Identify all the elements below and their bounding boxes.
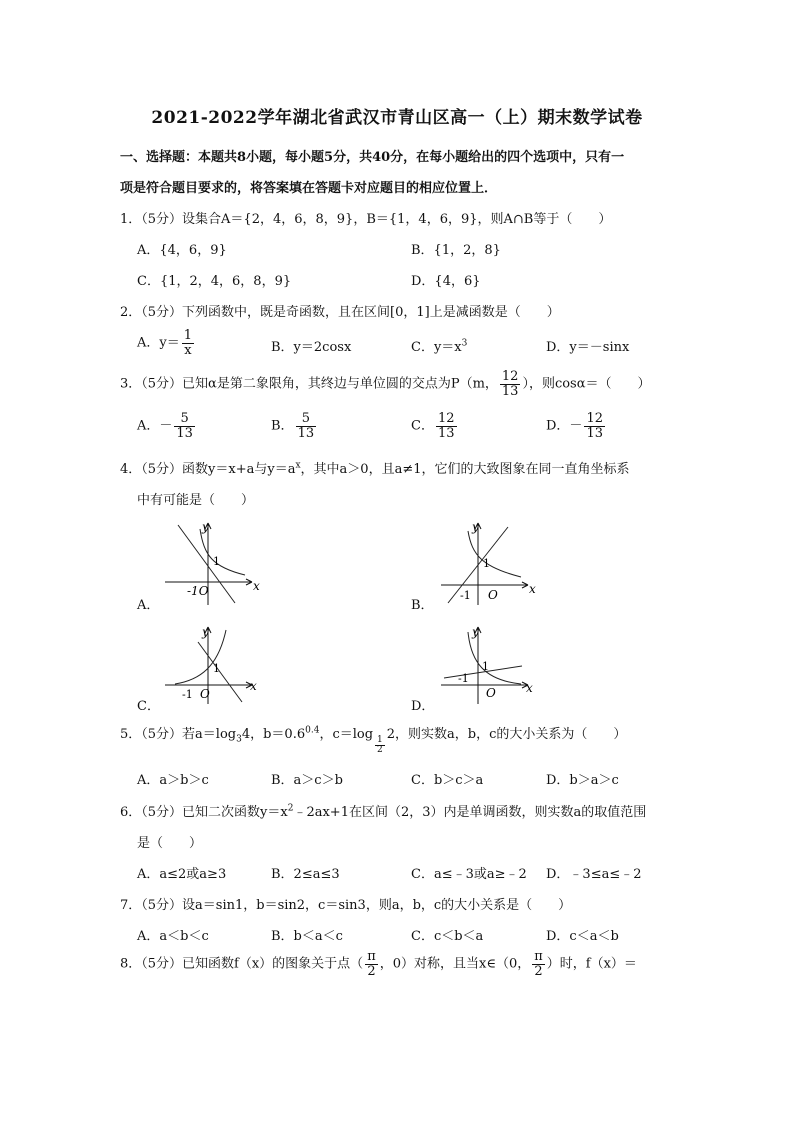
q3-option-a-denominator: 13 (176, 425, 193, 441)
section-heading-line1: 一、选择题：本题共8小题，每小题5分，共40分，在每小题给出的四个选项中，只有一 (120, 150, 625, 165)
q5-stem-exponent: 0.4 (305, 725, 320, 736)
q3-option-d-fraction (584, 412, 605, 440)
section-heading-line2: 项是符合题目要求的，将答案填在答题卡对应题目的相应位置上． (120, 181, 498, 196)
minus-one-label: -1 (460, 589, 471, 602)
q3-option-c-prefix: C． (411, 418, 434, 434)
q6-stem-exponent: 2 (287, 803, 294, 814)
q3-option-b (271, 412, 318, 440)
y-label: y (202, 520, 209, 534)
q8-stem-fraction-2 (532, 950, 545, 978)
minus-one-label: -1 (458, 672, 469, 685)
q3-option-d-numerator: 12 (586, 411, 603, 426)
q5-stem-suffix: 2，则实数a，b，c的大小关系为（ ） (386, 727, 627, 742)
q2-option-c-prefix: C．y＝x (411, 340, 462, 355)
q2-option-d: D．y＝－sinx (546, 340, 630, 355)
q8-stem-denominator-1: 2 (367, 963, 376, 979)
q5-stem-log-base-numerator: 1 (377, 734, 383, 745)
q2-option-a-numerator: 1 (183, 328, 193, 343)
q3-option-d-prefix: D．－ (546, 418, 583, 434)
q7-option-d: D．c＜a＜b (546, 929, 619, 944)
q3-option-c (411, 412, 459, 440)
q8-stem-mid: ，0）对称，且当x∈（0， (379, 956, 531, 972)
q3-option-b-numerator: 5 (296, 412, 317, 427)
one-label: 1 (213, 555, 220, 568)
q7-option-b: B．b＜a＜c (271, 929, 343, 944)
q1-option-c: C．{1，2，4，6，8，9} (137, 274, 292, 289)
q5-stem-mid2: ，c＝log (319, 727, 374, 742)
q1-stem: 1．（5分）设集合A＝{2，4，6，8，9}，B＝{1，4，6，9}，则A∩B等于（ ） (120, 212, 612, 227)
q6-stem-line1 (120, 801, 646, 820)
exp-curve (175, 630, 226, 684)
q4-graph-d (436, 622, 546, 707)
y-label: y (202, 625, 209, 639)
q3-option-c-fraction (436, 412, 457, 440)
q7-option-a: A．a＜b＜c (137, 929, 209, 944)
q3-stem-denominator: 13 (501, 383, 519, 399)
q3-stem-numerator: 12 (501, 369, 519, 384)
q8-stem-numerator-2: π (534, 949, 543, 964)
q5-stem (120, 723, 626, 755)
q8-stem-prefix: 8．（5分）已知函数f（x）的图象关于点（ (120, 956, 364, 972)
minus-one-label: -1 (182, 688, 193, 701)
q5-stem-mid1: 4，b＝0.6 (241, 727, 306, 742)
q5-option-b: B．a＞c＞b (271, 773, 343, 788)
q5-stem-log-base-denominator: 2 (377, 745, 383, 755)
q4-graph-b (436, 515, 546, 610)
q7-stem: 7．（5分）设a＝sin1，b＝sin2，c＝sin3，则a，b，c的大小关系是（ ） (120, 898, 572, 913)
q3-option-c-denominator: 13 (437, 425, 455, 441)
exp-curve (468, 632, 521, 684)
x-label: x (526, 681, 533, 695)
q4-option-a-label: A． (137, 598, 160, 613)
q3-option-b-fraction (296, 412, 317, 440)
q5-option-d: D．b＞a＞c (546, 773, 619, 788)
y-label: y (472, 520, 479, 534)
one-label: 1 (483, 557, 490, 570)
origin-label: O (488, 588, 498, 602)
x-label: x (529, 582, 536, 596)
q6-option-a: A．a≤2或a≥3 (137, 867, 227, 882)
q6-stem-line2: 是（ ） (137, 836, 203, 851)
q2-option-a-denominator: x (184, 342, 192, 358)
q5-stem-prefix: 5．（5分）若a＝log (120, 727, 237, 742)
q6-option-c: C．a≤﹣3或a≥﹣2 (411, 867, 527, 882)
q3-stem-suffix: ），则cosα＝（ ） (522, 376, 651, 392)
q3-option-d (546, 412, 607, 440)
q4-stem-line1 (120, 458, 629, 477)
q3-option-d-denominator: 13 (586, 425, 603, 441)
q3-option-a-prefix: A．－ (137, 418, 173, 434)
q2-stem: 2．（5分）下列函数中，既是奇函数，且在区间[0，1]上是减函数是（ ） (120, 305, 560, 320)
q1-option-b: B．{1，2，8} (411, 243, 501, 258)
q6-option-d: D．﹣3≤a≤﹣2 (546, 867, 642, 882)
origin-label: O (200, 687, 210, 701)
q2-option-c-exponent: 3 (461, 338, 468, 349)
q4-option-b-label: B． (411, 598, 434, 613)
q4-graph-a (160, 515, 270, 610)
q3-option-a-fraction (174, 412, 195, 440)
q3-option-b-denominator: 13 (297, 425, 315, 441)
q3-option-a (137, 412, 197, 440)
origin-label: O (486, 686, 496, 700)
page-title: 2021-2022学年湖北省武汉市青山区高一（上）期末数学试卷 (151, 108, 643, 128)
q3-stem-prefix: 3．（5分）已知α是第二象限角，其终边与单位圆的交点为P（m， (120, 376, 498, 392)
one-label: 1 (482, 660, 489, 673)
q6-stem-prefix: 6．（5分）已知二次函数y＝x (120, 805, 288, 820)
x-label: x (253, 579, 260, 593)
q5-stem-log-base: 3 (236, 734, 242, 745)
y-label: y (472, 625, 479, 639)
q4-option-c-label: C． (137, 699, 160, 714)
q8-stem-fraction-1 (365, 950, 378, 978)
q8-stem-suffix: ）时，f（x）＝ (546, 956, 637, 972)
q4-stem-prefix: 4．（5分）函数y＝x+a与y＝a (120, 462, 296, 477)
q3-stem (120, 370, 651, 398)
q1-option-a: A．{4，6，9} (137, 243, 227, 258)
q3-option-c-numerator: 12 (437, 411, 455, 426)
q2-option-a (137, 329, 196, 357)
q3-stem-fraction (500, 370, 521, 398)
q4-option-d-label: D． (411, 699, 435, 714)
q5-option-c: C．b＞c＞a (411, 773, 484, 788)
q3-option-b-prefix: B． (271, 418, 294, 434)
q4-graph-c (160, 622, 270, 707)
q7-option-c: C．c＜b＜a (411, 929, 484, 944)
q5-option-a: A．a＞b＞c (137, 773, 209, 788)
q3-option-a-numerator: 5 (174, 412, 195, 427)
q2-option-a-fraction (182, 329, 194, 357)
q4-stem-suffix: ，其中a＞0，且a≠1，它们的大致图象在同一直角坐标系 (300, 462, 630, 477)
q4-stem-exponent: x (295, 460, 301, 471)
q8-stem-denominator-2: 2 (534, 963, 543, 979)
q2-option-a-prefix: A．y＝ (137, 335, 180, 351)
q2-option-c (411, 336, 467, 355)
x-label: x (250, 679, 257, 693)
minus-one-o-label: -1O (187, 584, 209, 598)
one-label: 1 (213, 662, 220, 675)
exp-curve (468, 531, 521, 577)
q2-option-b: B．y＝2cosx (271, 340, 352, 355)
q8-stem (120, 950, 637, 978)
q4-stem-line2: 中有可能是（ ） (137, 493, 255, 508)
q1-option-d: D．{4，6} (411, 274, 481, 289)
exp-curve (200, 529, 245, 575)
q6-option-b: B．2≤a≤3 (271, 867, 340, 882)
q5-stem-log-base-fraction (375, 736, 385, 756)
q6-stem-suffix: ﹣2ax+1在区间（2，3）内是单调函数，则实数a的取值范围 (293, 805, 647, 820)
q8-stem-numerator-1: π (367, 949, 376, 964)
